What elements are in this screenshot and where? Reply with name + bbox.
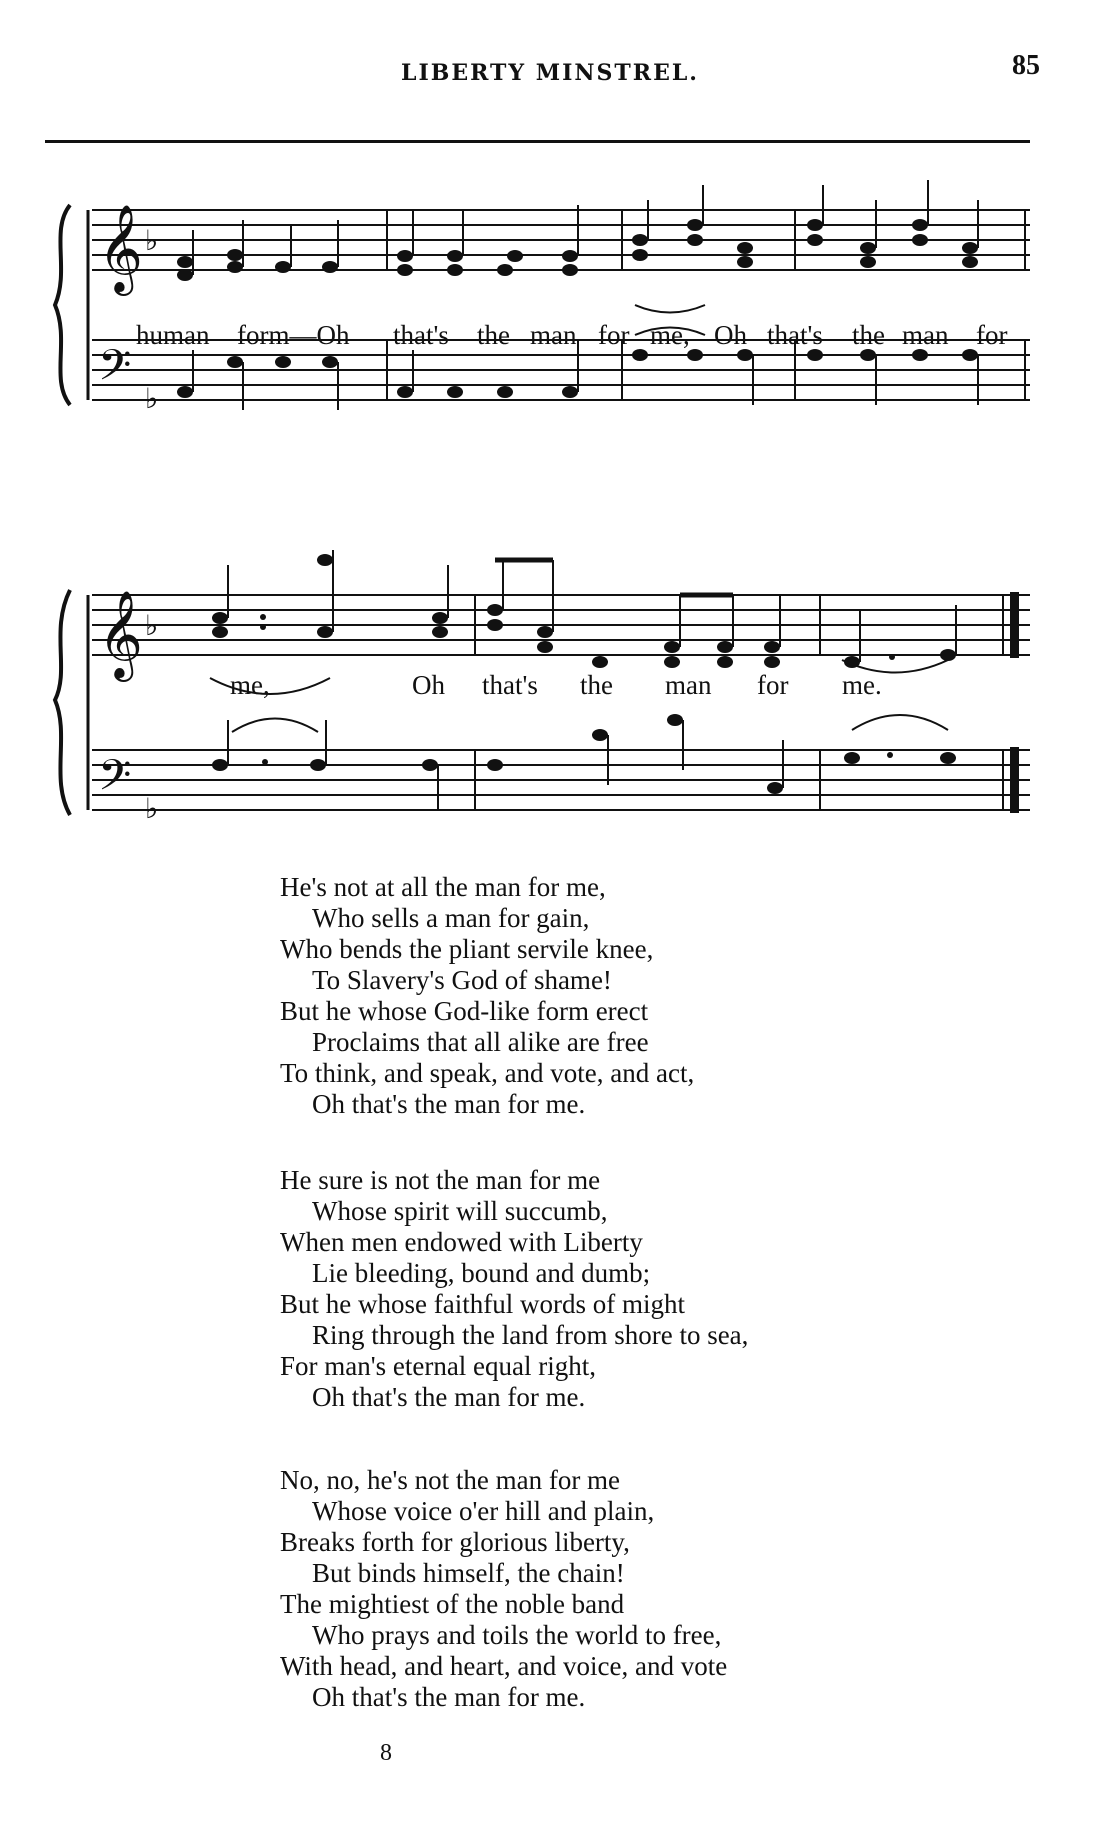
lyric-word: Oh bbox=[412, 670, 445, 700]
running-title: LIBERTY MINSTREL. bbox=[401, 60, 699, 86]
verse-line: The mightiest of the noble band bbox=[280, 1589, 625, 1619]
lyric-word: me, bbox=[230, 670, 270, 700]
verse-line: He's not at all the man for me, bbox=[280, 872, 606, 902]
lyric-word: me. bbox=[842, 670, 882, 700]
verse-line: Oh that's the man for me. bbox=[312, 1682, 586, 1712]
lyric-word: the bbox=[580, 670, 613, 700]
verse-line: But binds himself, the chain! bbox=[312, 1558, 625, 1588]
verse-line: Proclaims that all alike are free bbox=[312, 1027, 649, 1057]
lyric-word: for bbox=[976, 320, 1008, 350]
signature-mark: 8 bbox=[380, 1740, 392, 1766]
music-system-2 bbox=[0, 520, 1100, 840]
lyric-word: that's bbox=[767, 320, 823, 350]
music-system-1 bbox=[0, 170, 1100, 490]
verse-line: Who bends the pliant servile knee, bbox=[280, 934, 654, 964]
page-header bbox=[0, 50, 1100, 90]
verse-line: Whose spirit will succumb, bbox=[312, 1196, 608, 1226]
verse-line: But he whose God-like form erect bbox=[280, 996, 649, 1026]
lyric-line-2 bbox=[0, 670, 1100, 710]
svg-text:♭: ♭ bbox=[145, 384, 159, 415]
lyric-word: man bbox=[902, 320, 949, 350]
svg-text:♭: ♭ bbox=[145, 611, 159, 642]
verse-2 bbox=[280, 1165, 980, 1413]
verse-line: To think, and speak, and vote, and act, bbox=[280, 1058, 695, 1088]
verse-line: Ring through the land from shore to sea, bbox=[312, 1320, 749, 1350]
svg-text:𝄢: 𝄢 bbox=[98, 751, 132, 811]
lyric-word: form—Oh bbox=[237, 320, 350, 350]
verse-line: When men endowed with Liberty bbox=[280, 1227, 643, 1257]
verse-line: Who prays and toils the world to free, bbox=[312, 1620, 722, 1650]
lyric-word: that's bbox=[482, 670, 538, 700]
lyric-word: man bbox=[530, 320, 577, 350]
svg-text:𝄢: 𝄢 bbox=[98, 341, 132, 401]
lyric-word: me, bbox=[650, 320, 690, 350]
svg-text:♭: ♭ bbox=[145, 794, 159, 825]
lyric-word: the bbox=[852, 320, 885, 350]
svg-text:𝄞: 𝄞 bbox=[98, 203, 143, 292]
page-number: 85 bbox=[1012, 50, 1040, 81]
verse-3 bbox=[280, 1465, 980, 1713]
verse-line: No, no, he's not the man for me bbox=[280, 1465, 621, 1495]
verse-line: Who sells a man for gain, bbox=[312, 903, 590, 933]
lyric-word: that's bbox=[393, 320, 449, 350]
verse-line: Oh that's the man for me. bbox=[312, 1382, 586, 1412]
lyric-word: for bbox=[757, 670, 789, 700]
lyric-line-1 bbox=[0, 320, 1100, 360]
lyric-word: man bbox=[665, 670, 712, 700]
verse-line: Whose voice o'er hill and plain, bbox=[312, 1496, 655, 1526]
verse-line: With head, and heart, and voice, and vote bbox=[280, 1651, 728, 1681]
verse-line: Breaks forth for glorious liberty, bbox=[280, 1527, 630, 1557]
lyric-word: the bbox=[477, 320, 510, 350]
verse-line: For man's eternal equal right, bbox=[280, 1351, 597, 1381]
verse-line: Oh that's the man for me. bbox=[312, 1089, 586, 1119]
svg-text:𝄞: 𝄞 bbox=[98, 589, 143, 678]
verse-line: He sure is not the man for me bbox=[280, 1165, 601, 1195]
verse-line: But he whose faithful words of might bbox=[280, 1289, 685, 1319]
svg-text:♭: ♭ bbox=[145, 226, 159, 257]
verse-line: Lie bleeding, bound and dumb; bbox=[312, 1258, 651, 1288]
lyric-word: for bbox=[598, 320, 630, 350]
lyric-word: human bbox=[136, 320, 210, 350]
verse-1 bbox=[280, 872, 980, 1120]
lyric-word: Oh bbox=[714, 320, 747, 350]
verse-line: To Slavery's God of shame! bbox=[312, 965, 612, 995]
header-rule bbox=[45, 140, 1030, 143]
